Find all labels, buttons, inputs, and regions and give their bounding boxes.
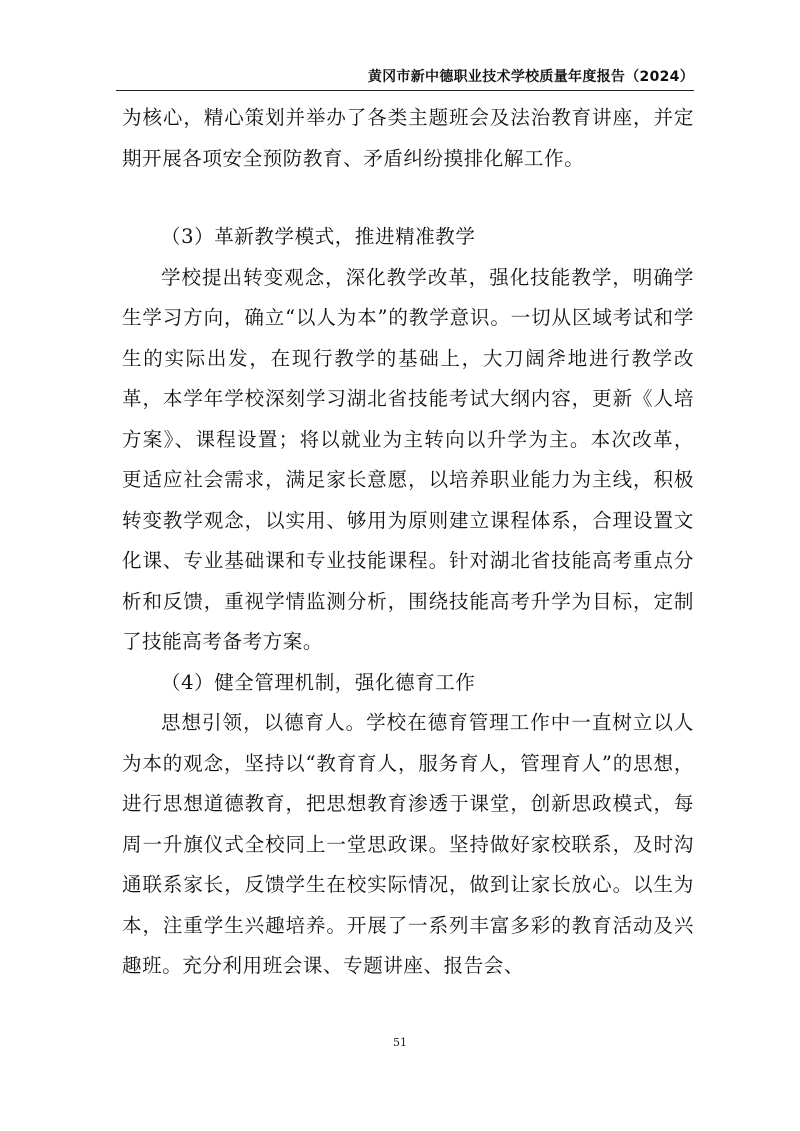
section-heading-teaching-model: （3）革新教学模式，推进精准教学 xyxy=(161,225,476,248)
page-body xyxy=(122,98,694,987)
section-heading-moral-education: （4）健全管理机制，强化德育工作 xyxy=(161,670,476,694)
paragraph-moral-education: 思想引领，以德育人。学校在德育管理工作中一直树立以人为本的观念，坚持以“教育育人，服务育人，管理育人”的思想，进行思想道德教育，把思想教育渗透于课堂，创新思政模式，每周一升旗仪式全校同上一堂思政课。坚持做好家校联系，及时沟通联系家长，反馈学生在校实际情况，做到让家长放心。以生为本，注重学生兴趣培养。开展了一系列丰富多彩的教育活动及兴趣班。充分利用班会课、专题讲座、报告会、 xyxy=(122,711,694,977)
paragraph-gap xyxy=(122,179,694,217)
paragraph-safety-education: 为核心，精心策划并举办了各类主题班会及法治教育讲座，并定期开展各项安全预防教育、矛盾纠纷摸排化解工作。 xyxy=(122,106,694,170)
report-header-title: 黄冈市新中德职业技术学校质量年度报告（2024） xyxy=(367,69,694,85)
paragraph-teaching-reform: 学校提出转变观念，深化教学改革，强化技能教学，明确学生学习方向，确立“以人为本”的教学意识。一切从区域考试和学生的实际出发，在现行教学的基础上，大刀阔斧地进行教学改革，本学年学校深刻学习湖北省技能考试大纲内容，更新《人培方案》、课程设置；将以就业为主转向以升学为主。本次改革，更适应社会需求，满足家长意愿，以培养职业能力为主线，积极转变教学观念，以实用、够用为原则建立课程体系，合理设置文化课、专业基础课和专业技能课程。针对湖北省技能高考重点分析和反馈，重视学情监测分析，围绕技能高考升学为目标，定制了技能高考备考方案。 xyxy=(122,265,694,653)
page-number: 51 xyxy=(393,1036,407,1049)
header-divider xyxy=(116,90,694,91)
